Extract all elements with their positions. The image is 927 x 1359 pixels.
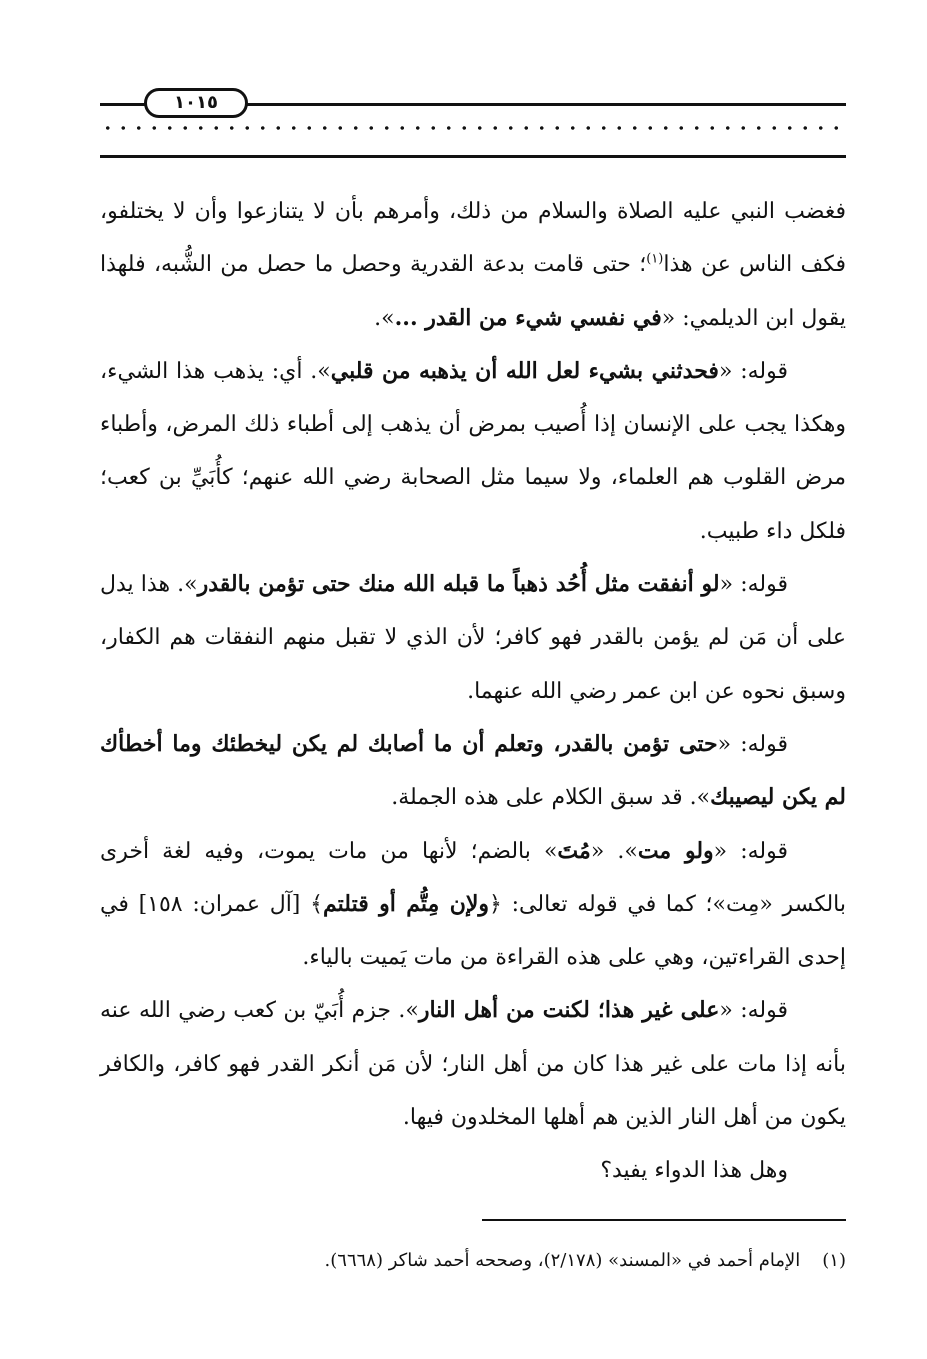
- quoted-text: ولو مت: [637, 837, 714, 864]
- footnote-reference: (١): [646, 251, 664, 267]
- footnote: [100, 1246, 846, 1276]
- header-dotted-line: [100, 126, 846, 130]
- footnote-text: الإمام أحمد في «المسند» (٢/١٧٨)، وصححه أحمد شاكر (٦٦٦٨).: [324, 1250, 801, 1271]
- quoted-text: ولإن مِتُّم أو قتلتم: [323, 890, 490, 917]
- page-number: ١٠١٥: [144, 88, 248, 118]
- quoted-text: مُتَ: [557, 837, 591, 864]
- paragraph-text: ». أي: يذهب هذا الشيء، وهكذا يجب على الإنسان إذا أُصيب بمرض أن يذهب إلى أطباء ذلك المرض، وأطباء مرض القلوب هم العلماء، ولا سيما مثل الصحابة رضي الله عنهم؛ كأُبَيِّ بن كعب؛ فلكل داء طبيب.: [100, 358, 846, 544]
- paragraph: [100, 345, 846, 558]
- paragraph-text: قوله: «: [718, 358, 789, 384]
- quoted-text: في نفسي شيء من القدر ...: [394, 304, 662, 331]
- paragraph: [100, 825, 846, 985]
- paragraph-text: ».: [374, 305, 395, 331]
- paragraph-text: قوله: «: [719, 572, 788, 598]
- quoted-text: على غير هذا؛ لكنت من أهل النار: [418, 997, 720, 1024]
- paragraph-text: ». «: [590, 838, 638, 864]
- body-text: [100, 185, 846, 1198]
- paragraph: [100, 185, 846, 345]
- paragraph-text: ﴾ [آل عمران: ١٥٨] في إحدى القراءتين، وهي على هذه القراءة من مات يَميت بالياء.: [100, 891, 846, 971]
- paragraph-text: قوله: «: [713, 838, 788, 864]
- paragraph: [100, 984, 846, 1144]
- footnote-number: (١): [822, 1250, 846, 1271]
- paragraph: [100, 558, 846, 718]
- paragraph-text: قوله: «: [719, 998, 788, 1024]
- page-header: [100, 82, 846, 162]
- header-bottom-rule: [100, 155, 846, 158]
- paragraph-text: ». هذا يدل على أن مَن لم يؤمن بالقدر فهو كافر؛ لأن الذي لا تقبل منهم النفقات هم الكفار، وسبق نحوه عن ابن عمر رضي الله عنهما.: [100, 572, 846, 704]
- paragraph-text: » بالضم؛ لأنها من مات يموت، وفيه لغة أخرى بالكسر «مِت»؛ كما في قوله تعالى: ﴿: [100, 838, 847, 917]
- quoted-text: فحدثني بشيء لعل الله أن يذهبه من قلبي: [330, 357, 719, 384]
- paragraph-text: ». جزم أُبَيّ بن كعب رضي الله عنه بأنه إذا مات على غير هذا كان من أهل النار؛ لأن مَن أنكر القدر فهو كافر، والكافر يكون من أهل النار الذين هم أهلها المخلدون فيها.: [100, 998, 846, 1131]
- quoted-text: لو أنفقت مثل أُحُد ذهباً ما قبله الله منك حتى تؤمن بالقدر: [197, 571, 720, 598]
- paragraph-text: فغضب النبي عليه الصلاة والسلام من ذلك، وأمرهم بأن لا يتنازعوا وأن لا يختلفو، فكف الناس عن هذا: [100, 199, 846, 278]
- paragraph: [100, 718, 846, 825]
- paragraph-text: ». قد سبق الكلام على هذه الجملة.: [391, 785, 711, 811]
- paragraph-text: قوله: «: [717, 731, 788, 757]
- paragraph-text: ؛ حتى قامت بدعة القدرية وحصل ما حصل من الشُّبه، فلهذا يقول ابن الديلمي: «: [100, 252, 846, 331]
- quoted-text: حتى تؤمن بالقدر، وتعلم أن ما أصابك لم يكن ليخطئك وما أخطأك لم يكن ليصيبك: [100, 730, 846, 811]
- paragraph: [100, 1144, 846, 1197]
- footnote-separator: [482, 1219, 846, 1221]
- paragraph-text: وهل هذا الدواء يفيد؟: [600, 1158, 788, 1184]
